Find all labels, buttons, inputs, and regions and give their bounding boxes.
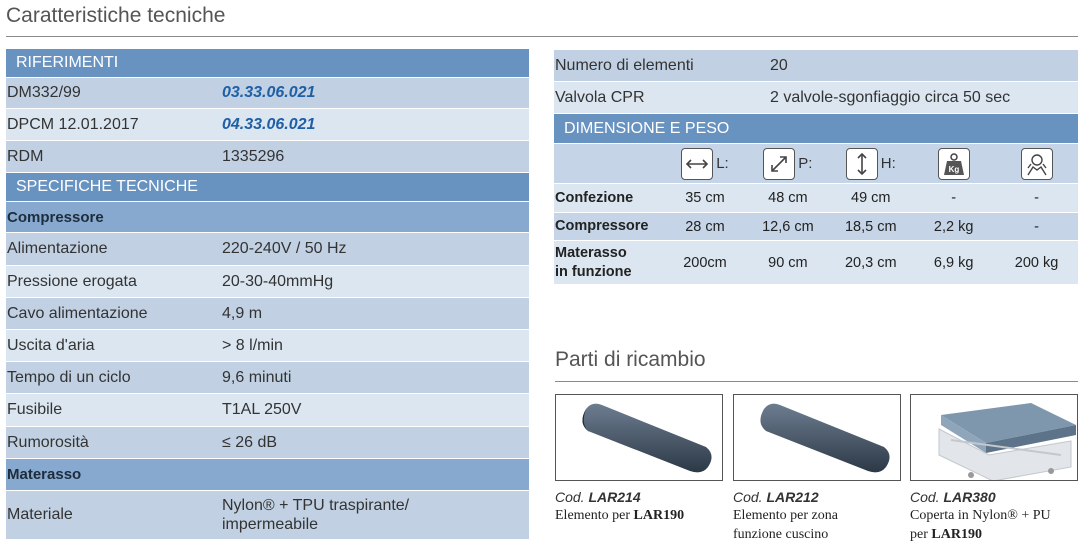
row-value: 4,9 m: [222, 304, 263, 322]
row-value: 03.33.06.021: [222, 84, 316, 101]
row-label-line: in funzione: [555, 263, 632, 280]
cell: 90 cm: [768, 254, 808, 271]
cell: 18,5 cm: [844, 218, 897, 235]
depth-arrow-icon: [763, 148, 795, 180]
specifiche-header: SPECIFICHE TECNICHE: [6, 173, 529, 202]
row-value: [222, 496, 529, 534]
part-image-lar214[interactable]: [555, 394, 723, 481]
depth-label: P:: [798, 155, 813, 172]
row-label: Confezione: [555, 189, 634, 206]
table-row: [554, 184, 1078, 213]
row-value: > 8 l/min: [222, 336, 283, 354]
part-desc: Elemento per zona: [733, 507, 838, 523]
row-label: DPCM 12.01.2017: [7, 115, 139, 133]
length-label: L:: [716, 155, 729, 172]
cell: -: [951, 190, 957, 206]
part-desc: funzione cuscino: [733, 526, 829, 542]
cod-prefix: Cod.: [910, 489, 940, 505]
part-desc: Coperta in Nylon® + PU: [910, 507, 1051, 523]
dimensions-table: [554, 50, 1078, 285]
row-value: ≤ 26 dB: [222, 433, 278, 451]
cell: 2,2 kg: [933, 218, 974, 235]
row-value: 2 valvole-sgonfiaggio circa 50 sec: [770, 88, 1011, 106]
table-row: [554, 50, 1078, 82]
table-row: [6, 78, 529, 109]
row-label: RDM: [7, 147, 44, 165]
table-row: [6, 141, 529, 173]
table-row: [6, 362, 529, 394]
table-row: [554, 82, 1078, 114]
row-label: [554, 244, 664, 280]
cell: 200cm: [683, 254, 727, 271]
depth-column: [746, 148, 829, 180]
cell: 48 cm: [768, 190, 808, 206]
part-code[interactable]: LAR214: [588, 489, 641, 505]
part-image-lar380[interactable]: [910, 394, 1078, 481]
page-title: Caratteristiche tecniche: [6, 4, 226, 27]
materasso-header: Materasso: [6, 459, 529, 491]
row-value: 20: [770, 56, 788, 74]
weight-icon-text: Kg: [948, 164, 959, 174]
weight-icon: [938, 148, 970, 180]
row-label-line: Materasso: [555, 245, 627, 262]
row-value: 1335296: [222, 147, 285, 165]
value-line: Nylon® + TPU traspirante/: [222, 496, 410, 514]
row-label: Materiale: [7, 506, 73, 523]
table-row: [6, 109, 529, 141]
table-row: [6, 330, 529, 362]
part-desc-bold: LAR190: [931, 526, 982, 542]
part-caption-lar212: [733, 488, 908, 545]
dimensione-header: DIMENSIONE E PESO: [554, 114, 1078, 144]
riferimenti-header: RIFERIMENTI: [6, 49, 529, 78]
cell: -: [1034, 218, 1039, 235]
row-label: Alimentazione: [7, 240, 108, 257]
length-column: [664, 148, 747, 180]
row-label: Tempo di un ciclo: [7, 368, 131, 386]
row-label: Valvola CPR: [555, 88, 645, 106]
cell: 28 cm: [685, 218, 725, 235]
dimension-icons-row: [554, 144, 1078, 184]
row-value: 04.33.06.021: [222, 115, 316, 133]
part-caption-lar214: [555, 488, 730, 526]
row-label: Numero di elementi: [555, 56, 694, 74]
height-arrow-icon: [846, 148, 878, 180]
table-row: [6, 394, 529, 427]
part-desc-bold: LAR190: [633, 507, 685, 523]
table-row: [554, 241, 1078, 285]
cell: 35 cm: [685, 190, 725, 206]
row-label: Uscita d'aria: [7, 336, 95, 354]
cell: 6,9 kg: [933, 254, 974, 271]
height-column: [829, 148, 912, 180]
table-row: [554, 213, 1078, 241]
part-caption-lar380: [910, 488, 1083, 545]
capacity-column: [995, 148, 1078, 180]
row-label: Rumorosità: [7, 433, 89, 451]
row-label: Cavo alimentazione: [7, 304, 148, 322]
row-label: DM332/99: [7, 84, 81, 101]
title-divider: [6, 36, 1078, 37]
height-label: H:: [880, 155, 896, 172]
part-desc: per: [910, 526, 932, 542]
table-row: [6, 491, 529, 540]
length-arrow-icon: [681, 148, 713, 180]
person-weight-icon: [1021, 148, 1053, 180]
table-row: [6, 266, 529, 298]
value-line: impermeabile: [222, 516, 319, 533]
compressore-header: Compressore: [6, 202, 529, 233]
row-value: 20-30-40mmHg: [222, 272, 334, 290]
parts-title: Parti di ricambio: [555, 348, 706, 371]
cell: 12,6 cm: [762, 218, 814, 235]
cell: -: [1034, 190, 1039, 206]
cod-prefix: Cod.: [555, 489, 585, 505]
row-value: 220-240V / 50 Hz: [222, 240, 347, 257]
table-row: [6, 233, 529, 266]
part-desc: Elemento per: [555, 507, 634, 523]
part-image-lar212[interactable]: [733, 394, 901, 481]
part-code[interactable]: LAR380: [943, 489, 996, 505]
cell: 20,3 cm: [844, 254, 897, 271]
part-code[interactable]: LAR212: [766, 489, 819, 505]
cell: 200 kg: [1014, 254, 1059, 271]
row-value: 9,6 minuti: [222, 368, 292, 386]
weight-column: [912, 148, 995, 180]
row-label: Compressore: [555, 218, 649, 235]
table-row: [6, 298, 529, 330]
cell: 49 cm: [851, 190, 891, 206]
row-label: Pressione erogata: [7, 272, 137, 290]
parts-divider: [555, 381, 1078, 382]
table-row: [6, 427, 529, 459]
row-value: T1AL 250V: [222, 401, 302, 418]
row-label: Fusibile: [7, 401, 63, 418]
specs-table: [6, 49, 529, 540]
cod-prefix: Cod.: [733, 489, 763, 505]
